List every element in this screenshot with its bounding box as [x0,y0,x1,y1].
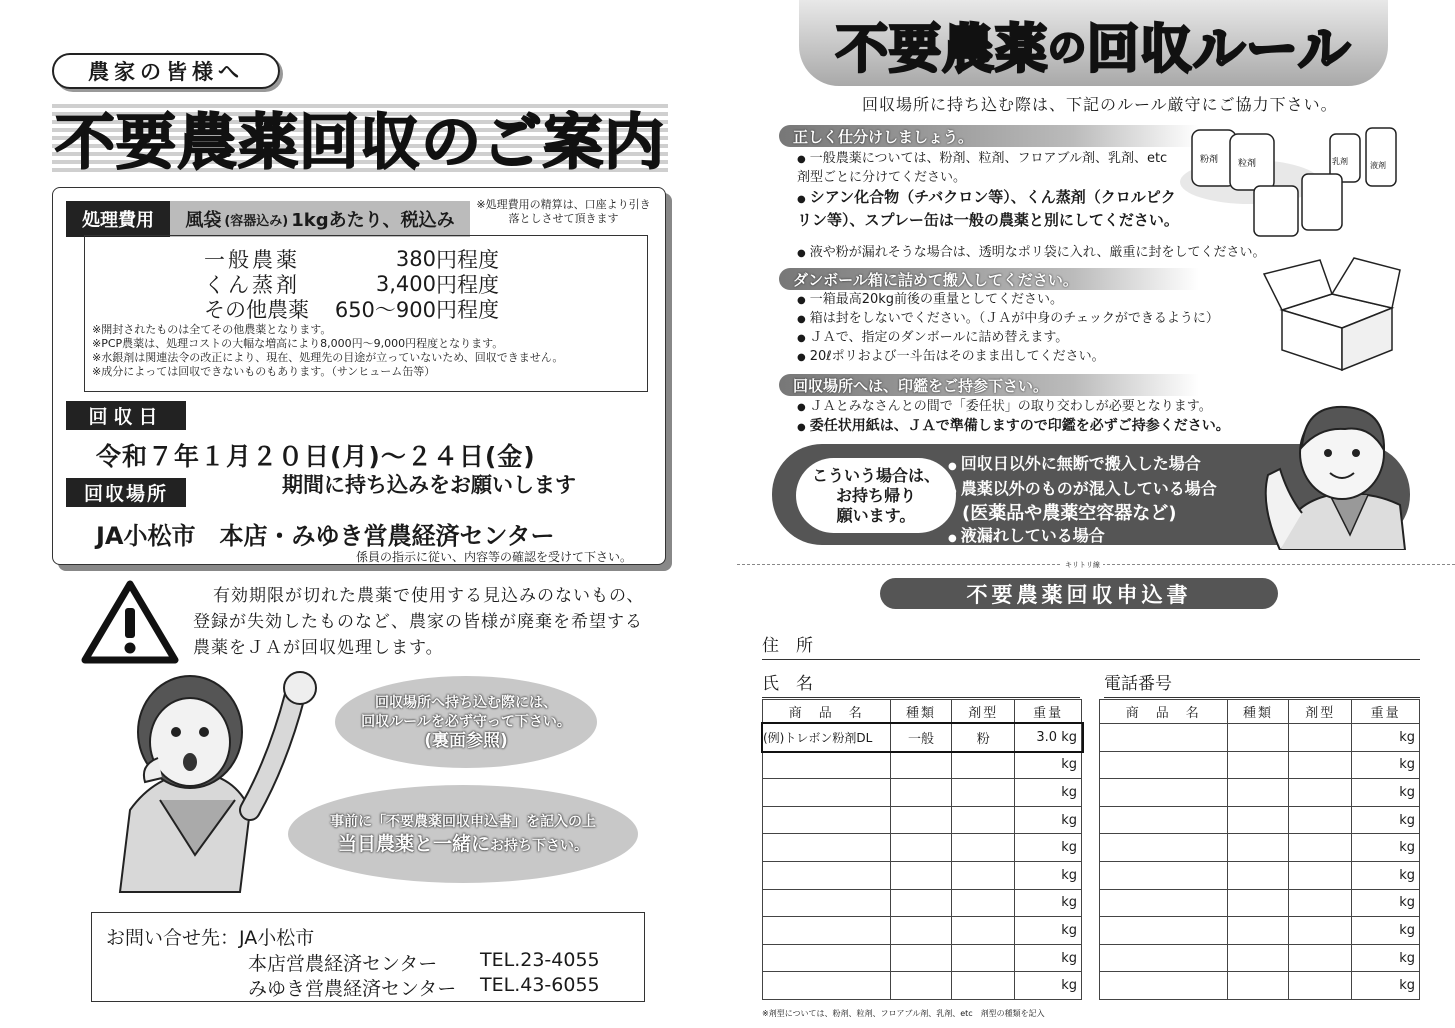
col-header-weight: 重量 [1015,700,1082,724]
kg-unit[interactable]: kg [1015,751,1082,779]
price-name: 一般農薬 [204,248,300,272]
bubble-line: 回収場所へ持ち込む際には、 [375,694,557,711]
col-header-form: 剤型 [952,700,1015,724]
rules-title-part: 回収ルール [1087,19,1351,80]
table-row[interactable] [763,889,1082,917]
rules-subtitle: 回収場所に持ち込む際は、下記のルール厳守にご協力下さい。 [862,95,1338,114]
price-unit: 円程度 [436,298,499,322]
table-row[interactable] [1100,917,1420,945]
col-header-weight: 重量 [1352,700,1420,724]
price-name: その他農薬 [204,298,309,322]
cut-line-label: キリトリ線 [1062,560,1103,570]
form-note: ※剤型については、粉剤、粒剤、フロアブル剤、乳剤、etc 剤型の種類を記入 [762,1009,1045,1018]
kg-unit[interactable]: kg [1015,889,1082,917]
collection-day-label: 回収日 [66,401,186,430]
kg-unit[interactable]: kg [1352,751,1420,779]
rule-item: ● 一箱最高20kg前後の重量としてください。 [797,291,1277,310]
example-weight-value: 3.0 [1036,729,1058,745]
section-heading-sort: 正しく仕分けしましょう。 [779,125,1199,147]
kg-unit[interactable]: kg [1015,806,1082,834]
table-row[interactable] [1100,972,1420,1000]
section-heading-seal: 回収場所へは、印鑑をご持参下さい。 [779,374,1199,396]
price-note: ※水銀剤は関連法令の改正により、現在、処理先の目途が立っていないため、回収できません。 [92,351,564,364]
example-product: (例)トレボン粉剤DL [763,724,891,752]
kg-unit[interactable]: kg [1015,779,1082,807]
form-title: 不要農薬回収申込書 [880,578,1278,609]
address-field[interactable] [762,631,1420,660]
price-name: くん蒸剤 [204,273,300,297]
price-note: ※成分によっては回収できないものもあります。（サンヒューム缶等） [92,365,436,378]
bubble-line [338,833,588,857]
speech-bubble-application [288,785,638,883]
return-badge-line: 願います。 [836,505,916,525]
page-title: 不要農薬回収のご案内 [55,107,665,178]
example-row [763,724,1082,752]
table-row[interactable] [763,972,1082,1000]
table-row[interactable] [763,861,1082,889]
table-row[interactable] [1100,889,1420,917]
price-note: ※PCP農薬は、処理コストの大幅な増高により8,000円～9,000円程度となります。 [92,337,504,350]
return-item: ● 回収日以外に無断で搬入した場合 [948,453,1217,478]
return-item: ● 農薬以外のものが混入している場合 [948,478,1217,503]
example-weight-unit: kg [1061,729,1077,745]
price-value: 3,400 [375,272,436,296]
col-header-type: 種類 [890,700,952,724]
table-row[interactable] [763,917,1082,945]
rule-item: ● 一般農薬については、粉剤、粒剤、フロアブル剤、乳剤、etc 剤型ごとに分けてください。 [797,150,1187,187]
rule-item: ● ＪＡで、指定のダンボールに詰め替えます。 [797,329,1277,348]
table-row[interactable] [763,779,1082,807]
contact-label: お問い合せ先：JA小松市 [106,927,315,949]
location-name: JA小松市 本店・みゆき営農経済センター [96,522,555,550]
kg-unit[interactable]: kg [1352,972,1420,1000]
kg-unit[interactable]: kg [1015,834,1082,862]
section-list-box [797,291,1277,367]
table-row[interactable] [763,944,1082,972]
price-notes [92,323,563,379]
name-label: 氏 名 [762,674,813,694]
price-unit: 円程度 [436,248,499,272]
section-list-seal [797,398,1277,437]
fee-basis-rest: 1kgあたり、税込み [291,210,455,231]
fee-note: ※処理費用の精算は、口座より引き落としさせて頂きます [476,198,651,225]
section-list-sort-extra [797,244,1307,263]
contact-box [91,912,645,1002]
table-row[interactable] [1100,944,1420,972]
address-label: 住 所 [762,636,813,656]
rule-item: ● 20ℓポリおよび一斗缶はそのまま出してください。 [797,348,1277,367]
bubble-line: 事前に「不要農薬回収申込書」を記入の上 [330,814,596,830]
speech-bubble-rules [335,676,597,768]
fee-label: 処理費用 [66,201,170,237]
bubble-big: 当日農薬と一緒に [337,833,490,855]
price-value: 650～900 [334,298,436,322]
kg-unit[interactable]: kg [1352,724,1420,752]
kg-unit[interactable]: kg [1352,834,1420,862]
collection-date: 令和７年１月２０日(月)～２４日(金) [96,442,536,471]
rule-item: ● 箱は封をしないでください。（ＪＡが中身のチェックができるように） [797,310,1277,329]
warning-text: 有効期限が切れた農薬で使用する見込みのないもの、登録が失効したものなど、農家の皆様が廃棄を希望する農薬をＪＡが回収処理します。 [193,586,645,658]
rule-item: ● シアン化合物（チバクロン等）、くん蒸剤（クロルピクリン等）、スプレー缶は一般の農薬と別にしてください。 [797,187,1187,230]
kg-unit[interactable]: kg [1352,917,1420,945]
bubble-line: 回収ルールを必ず守って下さい。 [361,713,571,730]
application-table-right [1099,699,1420,1000]
application-table-left [762,699,1082,1000]
label-granule: 粒剤 [1238,159,1257,169]
rules-title [799,8,1388,80]
table-row[interactable] [1100,861,1420,889]
rules-title-part: の [1048,25,1088,70]
location-note: 係員の指示に従い、内容等の確認を受けて下さい。 [356,550,633,564]
return-item: ● 液漏れしている場合 [948,525,1217,550]
pesticide-containers-illustration [1180,112,1400,240]
contact-row-name: 本店営農経済センター [248,953,438,975]
table-row[interactable] [1100,834,1420,862]
kg-unit[interactable]: kg [1352,861,1420,889]
contact-row-tel: TEL.23-4055 [480,949,600,971]
man-illustration [1250,395,1425,550]
section-list-sort [797,150,1187,230]
cardboard-box-illustration [1262,248,1402,373]
phone-field[interactable] [1104,669,1420,698]
kg-unit[interactable]: kg [1015,972,1082,1000]
warning-icon [80,578,180,666]
section-heading-box: ダンボール箱に詰めて搬入してください。 [779,268,1199,290]
price-unit: 円程度 [436,273,499,297]
kg-unit[interactable]: kg [1352,944,1420,972]
return-badge-line: こういう場合は、 [811,465,940,485]
contact-row-name: みゆき営農経済センター [248,978,457,1000]
col-header-product: 商 品 名 [1100,700,1228,724]
greeting-badge: 農家の皆様へ [52,53,280,89]
rule-item: ● 委任状用紙は、ＪＡで準備しますので印鑑を必ずご持参ください。 [797,417,1277,437]
table-row[interactable] [1100,724,1420,752]
name-field[interactable] [762,669,1080,698]
example-type: 一般 [890,724,952,752]
table-row[interactable] [763,834,1082,862]
woman-illustration [100,660,340,900]
collection-date-sub: 期間に持ち込みをお願いします [282,473,576,497]
col-header-product: 商 品 名 [763,700,891,724]
kg-unit[interactable]: kg [1352,779,1420,807]
price-row [204,294,499,324]
return-item: (医薬品や農薬空容器など) [962,503,1177,524]
example-form: 粉 [952,724,1015,752]
kg-unit[interactable]: kg [1015,861,1082,889]
kg-unit[interactable]: kg [1015,917,1082,945]
rules-title-part: 不要農薬 [836,19,1049,80]
label-emulsion: 乳剤 [1332,157,1348,166]
kg-unit[interactable]: kg [1015,944,1082,972]
table-row[interactable] [1100,806,1420,834]
rule-item: ● 液や粉が漏れそうな場合は、透明なポリ袋に入れ、厳重に封をしてください。 [797,244,1307,263]
table-row[interactable] [1100,751,1420,779]
price-note: ※開封されたものは全てその他農薬となります。 [92,323,332,336]
label-powder: 粉剤 [1200,155,1219,165]
col-header-form: 剤型 [1289,700,1352,724]
phone-label: 電話番号 [1104,674,1172,694]
label-liquid: 液剤 [1370,161,1386,170]
kg-unit[interactable]: kg [1352,889,1420,917]
col-header-type: 種類 [1227,700,1289,724]
table-row[interactable] [763,806,1082,834]
fee-basis-paren: (容器込み) [224,213,289,229]
price-value: 380 [395,247,436,271]
bubble-line: (裏面参照) [424,730,508,751]
example-weight [1015,724,1082,752]
return-badge [796,458,956,533]
return-badge-line: お持ち帰り [835,485,916,505]
return-conditions-list [948,453,1217,550]
bubble-small: お持ち下さい。 [490,838,588,854]
contact-row-tel: TEL.43-6055 [480,974,600,996]
table-row[interactable] [1100,779,1420,807]
fee-basis-main: 風袋 [185,210,222,231]
kg-unit[interactable]: kg [1352,806,1420,834]
location-label: 回収場所 [66,478,186,507]
table-row[interactable] [763,751,1082,779]
fee-basis [170,201,470,237]
rule-item: ● ＪＡとみなさんとの間で「委任状」の取り交わしが必要となります。 [797,398,1277,417]
